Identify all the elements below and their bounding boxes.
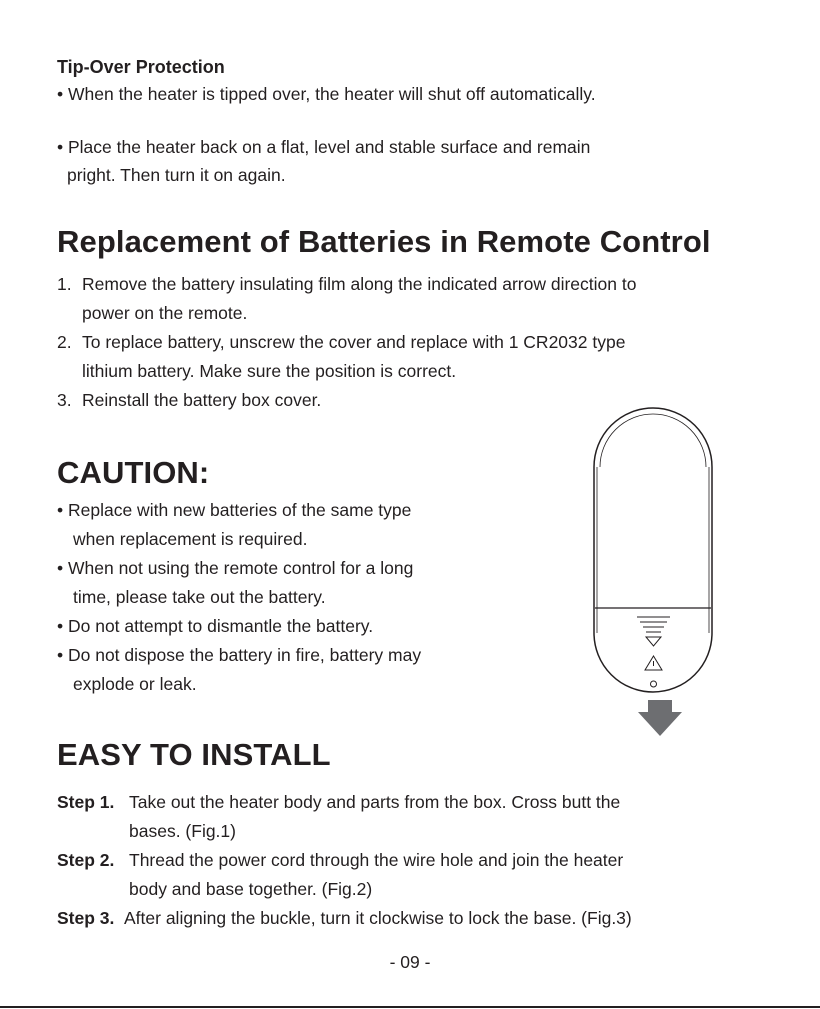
caution-line-6: • Do not dispose the battery in fire, battery may <box>57 645 422 665</box>
tip-over-line-3: pright. Then turn it on again. <box>67 165 286 185</box>
caution-line-2: when replacement is required. <box>73 529 308 549</box>
install-heading: EASY TO INSTALL <box>57 737 331 772</box>
tip-over-title: Tip-Over Protection <box>57 57 225 77</box>
caution-heading: CAUTION: <box>57 455 210 490</box>
caution-line-5: • Do not attempt to dismantle the battery. <box>57 616 374 636</box>
battery-step-1-text-cont: power on the remote. <box>82 303 248 323</box>
install-step-1-text-cont: bases. (Fig.1) <box>129 821 236 841</box>
install-step-1-text: Take out the heater body and parts from the box. Cross butt the <box>129 792 621 812</box>
install-step-3-text: After aligning the buckle, turn it clockwise to lock the base. (Fig.3) <box>124 908 632 928</box>
battery-step-3-number: 3. <box>57 390 72 410</box>
battery-step-1-number: 1. <box>57 274 72 294</box>
batteries-heading: Replacement of Batteries in Remote Control <box>57 224 711 259</box>
tip-over-line-1: • When the heater is tipped over, the heater will shut off automatically. <box>57 84 596 104</box>
tip-over-line-2: • Place the heater back on a flat, level and stable surface and remain <box>57 137 591 157</box>
bottom-rule <box>0 1006 820 1008</box>
install-step-2-label: Step 2. <box>57 850 115 870</box>
caution-line-4: time, please take out the battery. <box>73 587 326 607</box>
caution-line-1: • Replace with new batteries of the same type <box>57 500 412 520</box>
battery-step-1-text: Remove the battery insulating film along the indicated arrow direction to <box>82 274 637 294</box>
battery-step-2-text: To replace battery, unscrew the cover and replace with 1 CR2032 type <box>82 332 626 352</box>
install-step-1-label: Step 1. <box>57 792 115 812</box>
page-number: - 09 - <box>389 952 431 972</box>
battery-step-3-text: Reinstall the battery box cover. <box>82 390 322 410</box>
battery-step-2-text-cont: lithium battery. Make sure the position is correct. <box>82 361 457 381</box>
remote-control-back-icon <box>591 405 715 695</box>
caution-line-3: • When not using the remote control for a long <box>57 558 414 578</box>
install-step-2-text: Thread the power cord through the wire hole and join the heater <box>129 850 624 870</box>
down-arrow-icon <box>638 700 682 736</box>
install-step-3-label: Step 3. <box>57 908 115 928</box>
battery-step-2-number: 2. <box>57 332 72 352</box>
install-step-2-text-cont: body and base together. (Fig.2) <box>129 879 373 899</box>
caution-line-7: explode or leak. <box>73 674 197 694</box>
